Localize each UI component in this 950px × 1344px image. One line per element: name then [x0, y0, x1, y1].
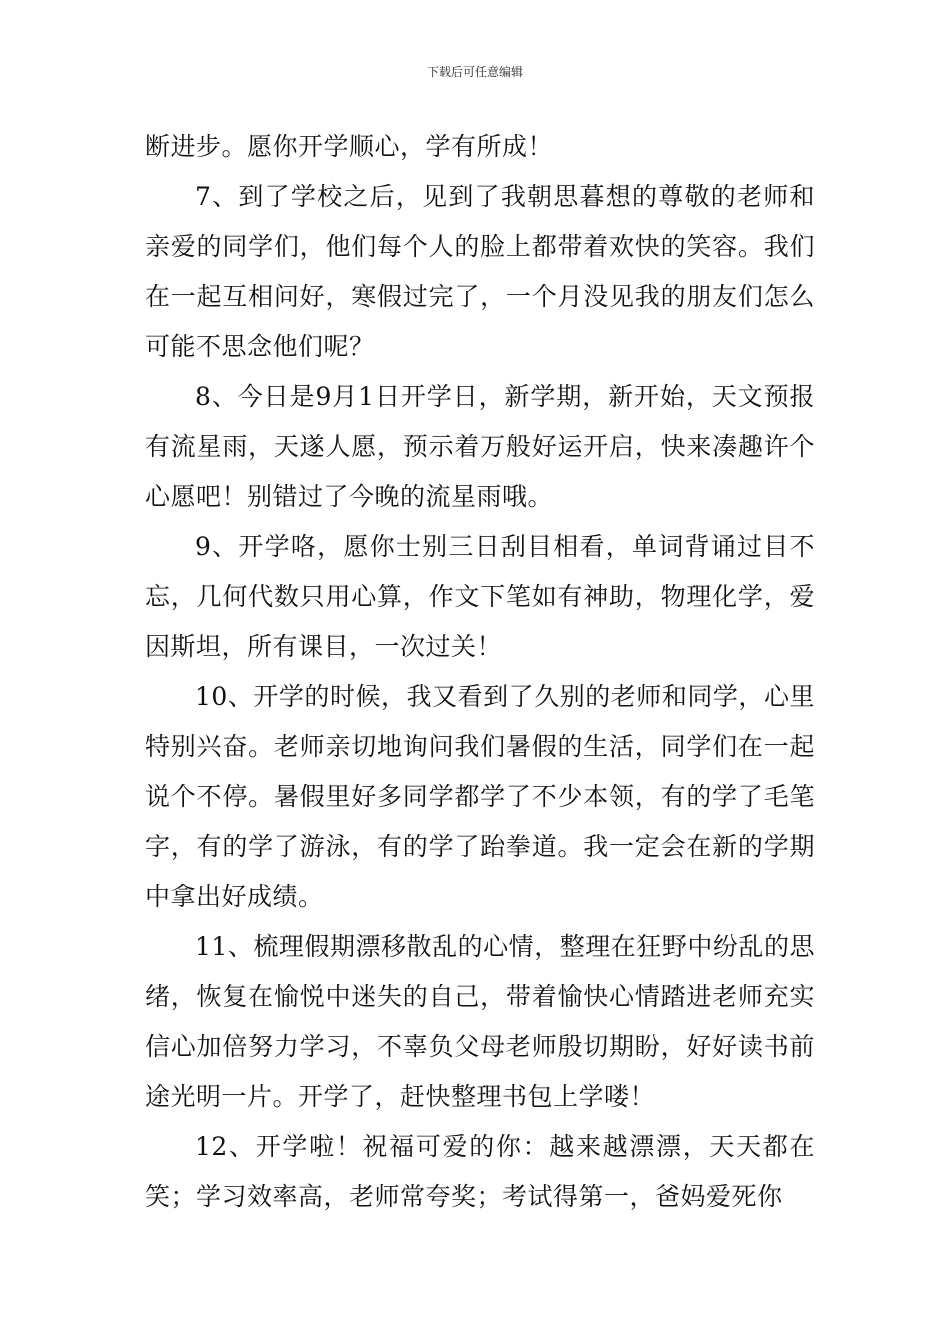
document-body — [145, 122, 815, 1222]
paragraph-continuation: 断进步。愿你开学顺心，学有所成！ — [145, 132, 554, 161]
paragraph-8: 8、今日是9月1日开学日，新学期，新开始，天文预报有流星雨，天遂人愿，预示着万般好运开启，快来凑趣许个心愿吧！别错过了今晚的流星雨哦。 — [145, 382, 815, 511]
paragraph-7: 7、到了学校之后，见到了我朝思暮想的尊敬的老师和亲爱的同学们，他们每个人的脸上都带着欢快的笑容。我们在一起互相问好，寒假过完了，一个月没见我的朋友们怎么可能不思念他们呢？ — [145, 182, 815, 361]
paragraph-10: 10、开学的时候，我又看到了久别的老师和同学，心里特别兴奋。老师亲切地询问我们暑假的生活，同学们在一起说个不停。暑假里好多同学都学了不少本领，有的学了毛笔字，有的学了游泳，有的学了跆拳道。我一定会在新的学期中拿出好成绩。 — [145, 682, 815, 911]
page-header: 下载后可任意编辑 — [426, 65, 523, 79]
paragraph-9: 9、开学咯，愿你士别三日刮目相看，单词背诵过目不忘，几何代数只用心算，作文下笔如有神助，物理化学，爱因斯坦，所有课目，一次过关！ — [145, 532, 815, 661]
paragraph-11: 11、梳理假期漂移散乱的心情，整理在狂野中纷乱的思绪，恢复在愉悦中迷失的自己，带着愉快心情踏进老师充实信心加倍努力学习，不辜负父母老师殷切期盼，好好读书前途光明一片。开学了，赶快整理书包上学喽！ — [145, 932, 815, 1111]
paragraph-12: 12、开学啦！祝福可爱的你：越来越漂漂，天天都在笑；学习效率高，老师常夸奖；考试得第一，爸妈爱死你 — [145, 1132, 815, 1211]
